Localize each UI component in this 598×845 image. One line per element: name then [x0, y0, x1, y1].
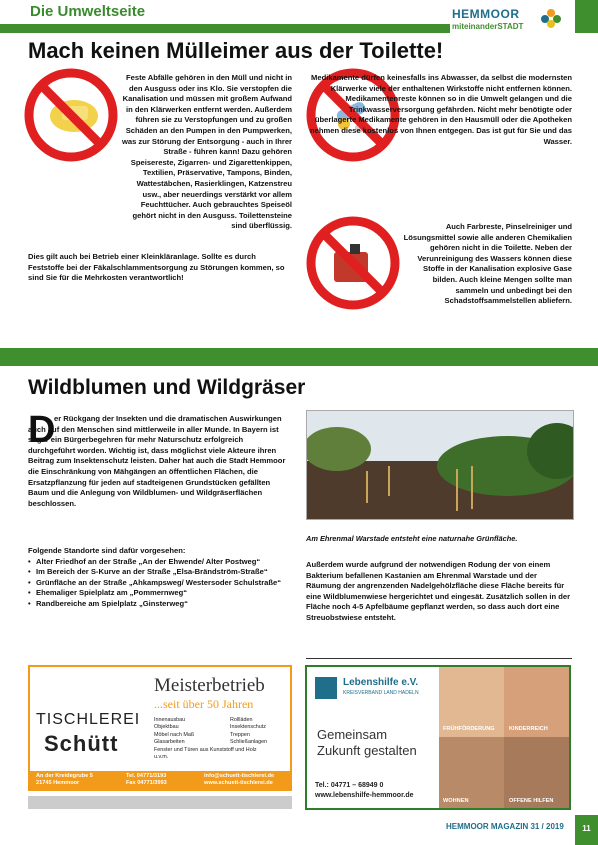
magazine-footer: HEMMOOR MAGAZIN 31 / 2019: [446, 822, 564, 831]
lebenshilfe-ad[interactable]: [305, 665, 571, 810]
article1-left-p1: Feste Abfälle gehören in den Müll und nicht in den Ausguss oder ins Klo. Sie verstopfen die Kanalisation und müssen mit großem Aufwand in den Klärwerken entfernt werden. Außerdem führen sie zu Verstopfungen und zu großen Schäden an den Pumpen in den Pumpwerken, was zur Störung der Entsorgung - auch in Ihrer Straße - führen kann! Dazu gehören Speisereste, Zigarren- und Zigarettenkippen, Textilien, Präservative, Tampons, Binden, Wattestäbchen, Rasierklingen, Katzenstreu usw., aber neuerdings verstärkt vor allem Feuchttücher. Auch gebrauchtes Speiseöl gehört nicht in den Ausguss. Toilettensteine sind überflüssig.: [121, 73, 292, 231]
ad-website[interactable]: www.schuett-tischlerei.de: [204, 780, 273, 786]
service-item: Objektbau: [154, 724, 179, 731]
list-item: • Im Bereich der S-Kurve an der Straße „Elsa-Brändström-Straße“: [28, 567, 288, 578]
service-item: Insektenschutz: [230, 724, 266, 731]
locations-list: [28, 546, 288, 610]
list-item: • Ehemaliger Spielplatz am „Pommernweg“: [28, 588, 288, 599]
ad-slogan1: Gemeinsam: [317, 727, 388, 742]
ad-slogan2: Zukunft gestalten: [317, 743, 417, 758]
ad-headline: Meisterbetrieb: [154, 675, 265, 696]
ad-brand-name: Schütt: [44, 731, 119, 756]
ad-brand-top: TISCHLEREI: [36, 711, 141, 728]
logo-title: HEMMOOR: [452, 7, 520, 21]
ad-tagline: ...seit über 50 Jahren: [154, 697, 254, 711]
ad-label: FRÜHFÖRDERUNG: [443, 726, 495, 732]
ad-services-col2: [230, 717, 267, 747]
ad-address2: 21745 Hemmoor: [36, 780, 80, 786]
ad-photo-collage: [439, 667, 569, 808]
ad-label: KINDERREICH: [509, 726, 548, 732]
meadow-photo-image: [307, 411, 574, 520]
ehrenmal-photo: [306, 410, 574, 520]
page-header: [0, 0, 598, 40]
ad-org-name: Lebenshilfe e.V.: [343, 677, 419, 688]
section-divider: [0, 348, 598, 366]
article1-left-p2: Dies gilt auch bei Betrieb einer Kleinkläranlage. Sollte es durch Feststoffe bei der Fäkalschlammentsorgung zu Störungen kommen, so sind Sie für die Mehrkosten verantwortlich!: [28, 252, 285, 283]
list-item: • Randbereiche am Spielplatz „Ginsterweg“: [28, 599, 288, 610]
ad-org-sub: KREISVERBAND LAND HADELN: [343, 690, 419, 696]
service-item: Fenster und Türen aus Kunststoff und Holz: [154, 746, 257, 753]
service-item: Möbel nach Maß: [154, 731, 195, 738]
service-item: Treppen: [230, 731, 250, 738]
ad-address1: An der Kreidegrube 5: [36, 773, 93, 779]
ad-email[interactable]: info@schuett-tischlerei.de: [204, 773, 275, 779]
page-number: 11: [575, 815, 598, 845]
list-intro: Folgende Standorte sind dafür vorgesehen:: [28, 546, 186, 555]
article1-left-text: [118, 73, 292, 232]
ad-website[interactable]: www.lebenshilfe-hemmoor.de: [315, 792, 414, 799]
divider-rule: [306, 658, 572, 659]
header-corner-bar: [575, 0, 598, 33]
service-item: Innenausbau: [154, 717, 186, 723]
no-chemicals-icon: [306, 216, 400, 310]
article1-title: Mach keinen Mülleimer aus der Toilette!: [28, 38, 444, 63]
photo-caption: Am Ehrenmal Warstade entsteht eine naturnahe Grünfläche.: [306, 534, 518, 543]
logo-flower-icon: [538, 5, 564, 31]
tischlerei-schuett-ad[interactable]: [28, 665, 292, 791]
article1-right-p2: Auch Farbreste, Pinselreiniger und Lösungsmittel sowie alle anderen Chemikalien gehören nicht in die Toilette. Neben der Verunreinigung des Wassers können diese Stoffe in der Kanalisation explosive Gase bilden. Auch kleine Mengen sollte man sammeln und unbedingt bei den Schadstoffsammelstellen abliefern.: [403, 222, 572, 306]
ad-contact-bar: [30, 771, 290, 789]
no-toilet-waste-icon: [24, 68, 118, 162]
article2-right-text: Außerdem wurde aufgrund der notwendigen Rodung der von einem Bakterium befallenen Kastanien am Ehrenmal Warstade und der Räumung der angrenzenden Nadelgehölzfläche diese Fläche bereits für eine Wildblumenwiese hergerichtet und eingesät. Zusätzlich sollen in der Fläche noch 4-5 Apfelbäume gepflanzt werden, so dass auch dort eine Streuobstwiese entsteht.: [306, 560, 571, 622]
ad-tel: Tel. 04771/3193: [126, 773, 167, 779]
list-item: • Grünfläche an der Straße „Ahkampsweg/ Westersoder Schulstraße“: [28, 578, 288, 589]
article1-right-p1: Medikamente dürfen keinesfalls ins Abwasser, da selbst die modernsten Klärwerke viele der enthaltenen Wirkstoffe nicht entfernen können. Medikamentenreste können so in die Umwelt gelangen und die Trinkwasserversorgung gefährden. Nicht mehr benötigte oder überlagerte Medikamente gehören in den Hausmüll oder die Apotheken nehmen diese kostenlos von Ihnen entgegen. Das ist gut für Sie und das Wasser.: [309, 73, 572, 146]
service-item: u.v.m.: [154, 754, 169, 761]
ad-phone: Tel.: 04771 – 68949 0: [315, 782, 384, 789]
service-item: Glasarbeiten: [154, 739, 185, 746]
article2-title: Wildblumen und Wildgräser: [28, 376, 306, 399]
logo-subtitle: miteinanderSTADT: [452, 22, 524, 31]
article2-intro: er Rückgang der Insekten und die dramatischen Auswirkungen auch auf den Menschen sind mittlerweile in aller Munde. In Bayern ist sogar ein Bürgerbegehren für mehr Naturschutz erfolgreich durchgeführt worden. Wichtig ist, dass möglichst viele Akteure ihren Beitrag zum Insektenschutz leisten. Daher hat auch die Stadt Hemmoor die Einschränkung von Mähgängen an öffentlichen Flächen, die Ersatzpflanzung für jeden auf stadteigenen Grundstücken gefällten Baum und die Anlegung von Wildblumen- und Wildgräserflächen beschlossen.: [28, 414, 286, 508]
service-item: Schließanlagen: [230, 739, 268, 746]
ad-label: WOHNEN: [443, 798, 469, 804]
lebenshilfe-logo-icon: [315, 677, 337, 699]
section-title: Die Umweltseite: [30, 3, 146, 20]
hemmoor-logo: [452, 5, 570, 37]
header-bar: [0, 24, 450, 33]
ad-grey-strip: [28, 796, 292, 809]
list-item: • Alter Friedhof an der Straße „An der Ehwende/ Alter Postweg“: [28, 557, 288, 568]
service-item: Rollläden: [230, 717, 253, 723]
dropcap: D: [28, 409, 56, 451]
ad-label: OFFENE HILFEN: [509, 798, 554, 804]
ad-fax: Fax 04771/3993: [126, 780, 167, 786]
